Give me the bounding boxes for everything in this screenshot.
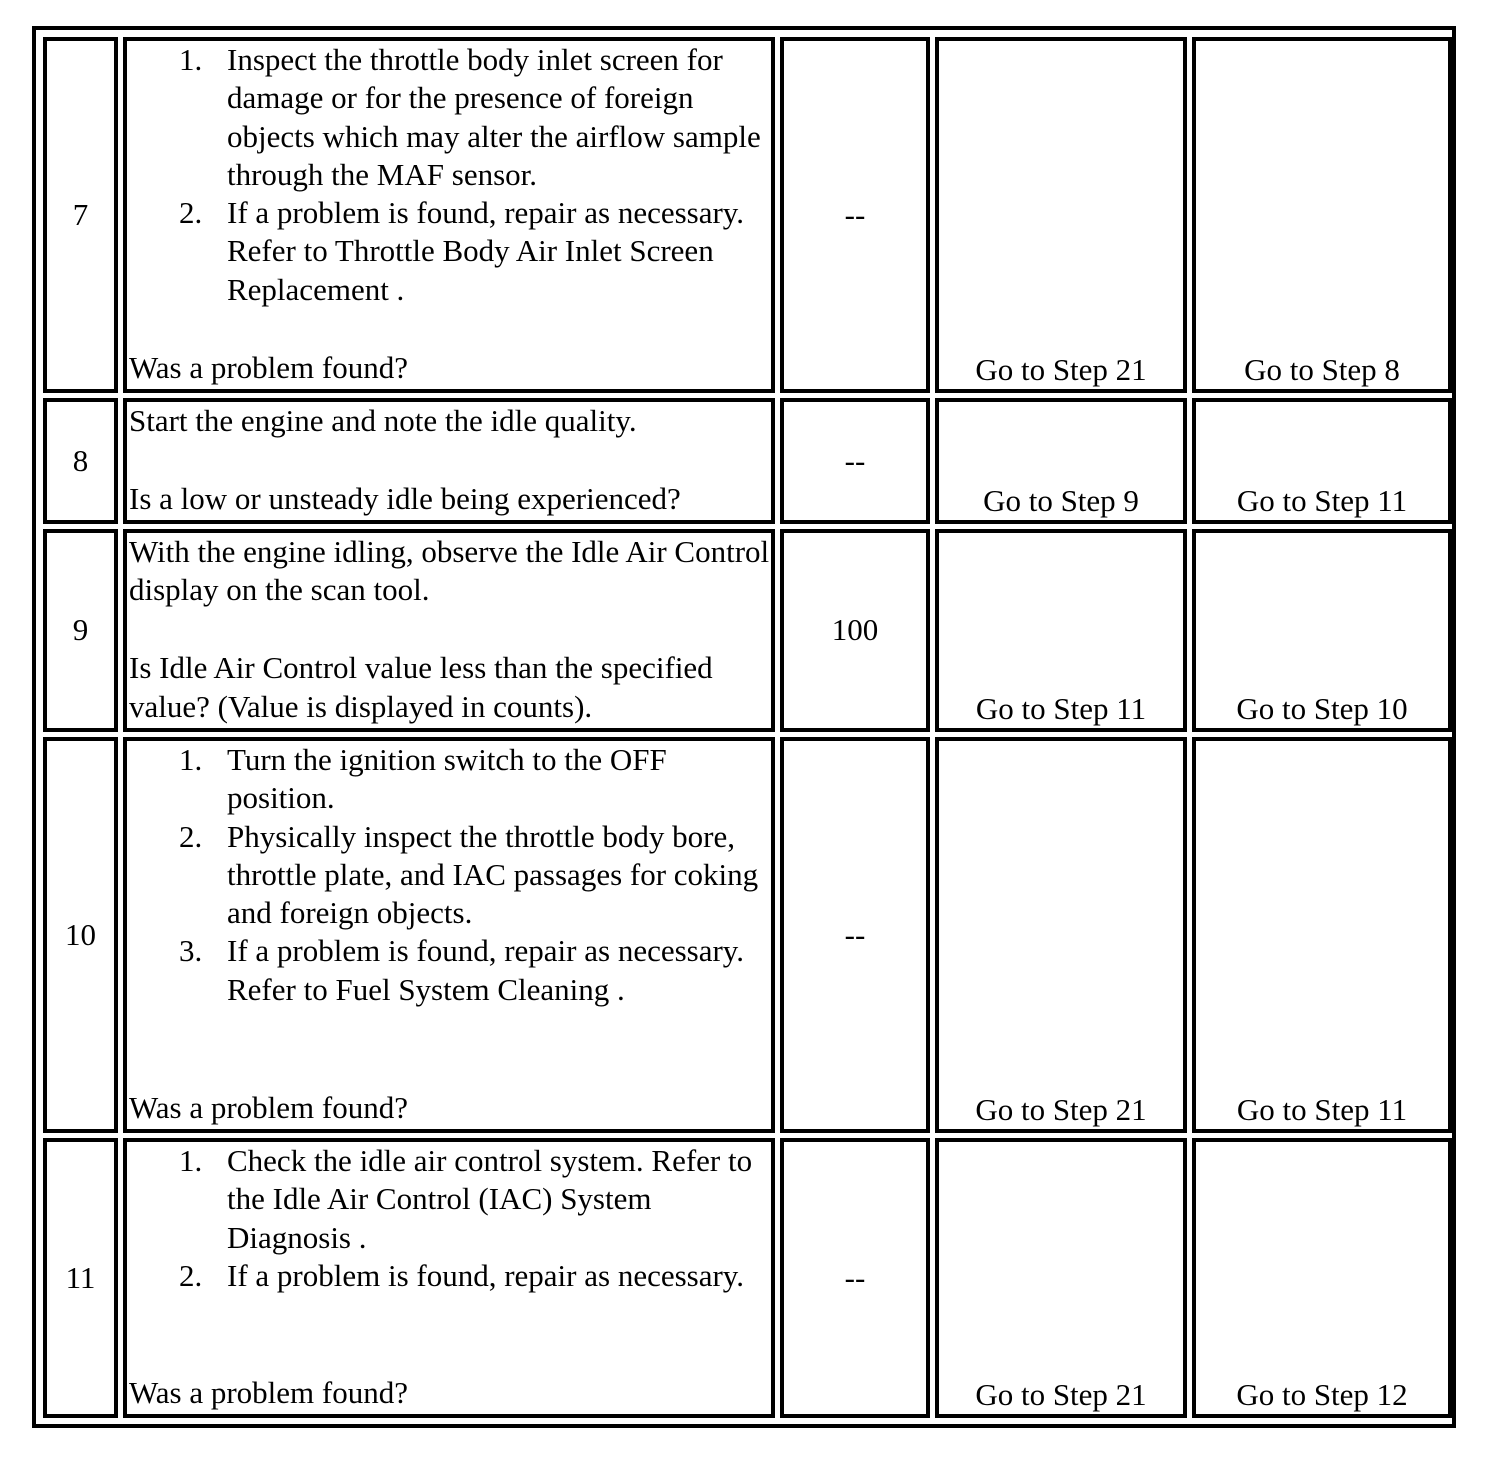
value-cell: -- bbox=[780, 398, 930, 524]
value-cell: -- bbox=[780, 37, 930, 393]
list-item-text: Inspect the throttle body inlet screen for damage or for the presence of foreign objects which may alter the airflow sample through the MAF sensor. bbox=[227, 42, 761, 192]
no-goto-link: Go to Step 10 bbox=[1236, 690, 1408, 726]
question-text: Was a problem found? bbox=[129, 349, 408, 385]
step-number: 10 bbox=[43, 737, 118, 1133]
list-item: 1. Turn the ignition switch to the OFF position. bbox=[179, 742, 667, 816]
list-item: 2. If a problem is found, repair as necessary. Refer to Throttle Body Air Inlet Screen Replacement . bbox=[179, 195, 745, 307]
action-steps-list bbox=[129, 41, 771, 309]
yes-goto-link: Go to Step 21 bbox=[975, 351, 1147, 387]
no-cell bbox=[1192, 529, 1452, 732]
action-cell bbox=[123, 37, 775, 393]
list-item-text: If a problem is found, repair as necessary. bbox=[227, 1257, 745, 1293]
table-row-step-8 bbox=[43, 398, 1452, 524]
action-cell bbox=[123, 529, 775, 732]
yes-goto-link: Go to Step 21 bbox=[975, 1376, 1147, 1412]
step-number: 7 bbox=[43, 37, 118, 393]
step-number: 9 bbox=[43, 529, 118, 732]
no-cell bbox=[1192, 1138, 1452, 1418]
instruction-text: With the engine idling, observe the Idle Air Control display on the scan tool. bbox=[129, 534, 770, 608]
step-number: 8 bbox=[43, 398, 118, 524]
no-goto-link: Go to Step 11 bbox=[1236, 1091, 1408, 1127]
yes-goto-link: Go to Step 9 bbox=[983, 482, 1139, 518]
question-text: Was a problem found? bbox=[129, 1374, 408, 1410]
yes-cell bbox=[935, 1138, 1187, 1418]
yes-cell bbox=[935, 737, 1187, 1133]
yes-goto-link: Go to Step 11 bbox=[975, 690, 1147, 726]
value-cell: -- bbox=[780, 1138, 930, 1418]
no-cell bbox=[1192, 737, 1452, 1133]
action-steps-list bbox=[129, 1142, 771, 1295]
yes-cell bbox=[935, 37, 1187, 393]
value-cell: 100 bbox=[780, 529, 930, 732]
step-number: 11 bbox=[43, 1138, 118, 1418]
list-item: 2. If a problem is found, repair as necessary. bbox=[179, 1257, 745, 1293]
table-row-step-9 bbox=[43, 529, 1452, 732]
list-item-text: Physically inspect the throttle body bore, throttle plate, and IAC passages for coking and foreign objects. bbox=[227, 818, 759, 931]
value-cell: -- bbox=[780, 737, 930, 1133]
no-goto-link: Go to Step 12 bbox=[1236, 1376, 1408, 1412]
table-row-step-7 bbox=[43, 37, 1452, 393]
diagnostic-table-frame bbox=[32, 26, 1456, 1428]
list-item-text: Turn the ignition switch to the OFF position. bbox=[227, 742, 667, 816]
no-goto-link: Go to Step 11 bbox=[1236, 482, 1408, 518]
no-goto-link: Go to Step 8 bbox=[1244, 351, 1400, 387]
list-item: 3. If a problem is found, repair as necessary. Refer to Fuel System Cleaning . bbox=[179, 933, 745, 1007]
question-text: Was a problem found? bbox=[129, 1089, 408, 1125]
action-steps-list bbox=[129, 741, 771, 1009]
question-text: Is Idle Air Control value less than the specified value? (Value is displayed in counts). bbox=[129, 650, 713, 724]
question-text: Is a low or unsteady idle being experienced? bbox=[129, 480, 681, 516]
action-cell bbox=[123, 737, 775, 1133]
list-item: 1. Inspect the throttle body inlet screen for damage or for the presence of foreign objects which may alter the airflow sample through the MAF sensor. bbox=[179, 42, 761, 192]
yes-cell bbox=[935, 529, 1187, 732]
list-item-text: If a problem is found, repair as necessary. Refer to Throttle Body Air Inlet Screen Replacement . bbox=[227, 195, 745, 307]
table-row-step-11 bbox=[43, 1138, 1452, 1418]
list-item: 2. Physically inspect the throttle body bore, throttle plate, and IAC passages for coking and foreign objects. bbox=[179, 818, 759, 931]
no-cell bbox=[1192, 37, 1452, 393]
list-item-text: If a problem is found, repair as necessary. Refer to Fuel System Cleaning . bbox=[227, 933, 745, 1007]
list-item: 1. Check the idle air control system. Refer to the Idle Air Control (IAC) System Diagnosis . bbox=[179, 1143, 753, 1255]
action-cell bbox=[123, 398, 775, 524]
diagnostic-table bbox=[38, 32, 1457, 1423]
table-row-step-10 bbox=[43, 737, 1452, 1133]
yes-cell bbox=[935, 398, 1187, 524]
instruction-text: Start the engine and note the idle quality. bbox=[129, 403, 637, 438]
action-cell bbox=[123, 1138, 775, 1418]
no-cell bbox=[1192, 398, 1452, 524]
list-item-text: Check the idle air control system. Refer to the Idle Air Control (IAC) System Diagnosis . bbox=[227, 1143, 753, 1255]
yes-goto-link: Go to Step 21 bbox=[975, 1091, 1147, 1127]
